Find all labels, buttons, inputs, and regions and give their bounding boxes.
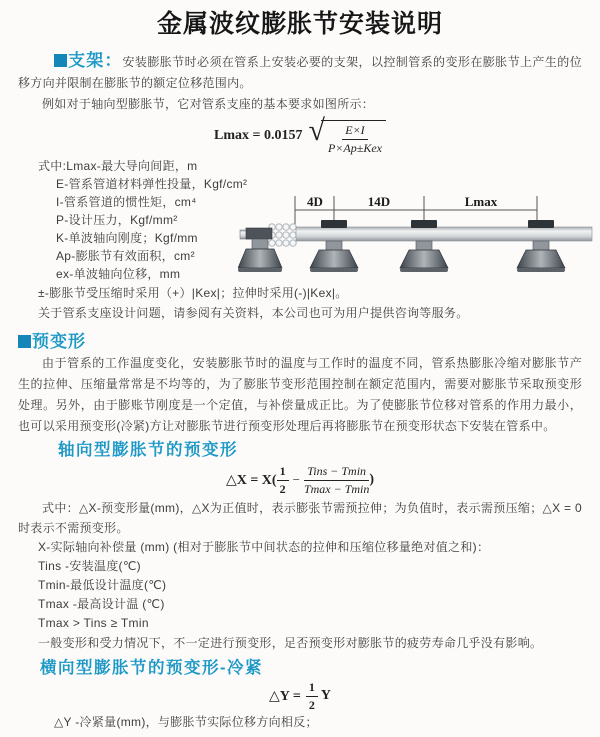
radicand-numerator: E×I	[342, 123, 367, 139]
lateral-formula	[18, 682, 582, 710]
axial-formula	[18, 464, 582, 496]
definition-line: 式中:Lmax-最大导向间距，m	[38, 159, 198, 173]
support-paragraph	[18, 50, 582, 94]
temperature-fraction: $\frac{\text{Tins − Tmin}}{Tmax - Tmin}$	[303, 464, 370, 496]
consult-note: 关于管系支座设计问题，请参阅有关资料，本公司也可为用户提供咨询等服务。	[38, 306, 469, 320]
lmax-formula	[18, 114, 582, 155]
definition-line: P-设计压力，Kgf/mm²	[56, 213, 178, 227]
definition-line: K-单波轴向刚度；Kgf/mm	[56, 231, 198, 245]
half-fraction: $\frac{1}{2}$	[277, 464, 289, 496]
predeform-paragraph: 由于管系的工作温度变化，安装膨胀节时的温度与工作时的温度不同，管系热膨胀冷缩对膨胀节产生的拉伸、压缩量常常是不均等的，为了膨胀节变形范围控制在额定范围内，需要对膨胀节采取预变形处理。另外，由于膨账节刚度是一个定值，与补偿量成正比。为了使膨胀节位移对管系的作用力最小，也可以采用预变形(冷紧)方让对膨胀节进行预变形处理后再将膨胀节在预变形状态下安装在管系中。	[18, 356, 582, 433]
blue-square-icon	[18, 335, 31, 348]
axial-formula-rhs: )	[369, 472, 375, 487]
support-heading-label: 支架：	[68, 51, 123, 70]
dim-label-4d: 4D	[307, 194, 323, 209]
axial-line: 一般变形和受力情况下，不一定进行预变形，足否预变形对膨胀节的疲劳寿命几乎没有影响。	[38, 636, 543, 650]
lateral-subheading: 横向型膨胀节的预变形-冷紧	[40, 659, 263, 677]
axial-formula-lhs: △X = X(	[225, 472, 277, 488]
lateral-formula-rhs: Y	[320, 688, 331, 703]
radicand	[321, 120, 386, 155]
pipe-support-diagram	[238, 190, 600, 292]
definition-line: Ap-膨胀节有效面积，cm²	[56, 249, 195, 263]
radicand-fraction	[328, 123, 382, 155]
page-title: 金属波纹膨胀节安装说明	[156, 10, 443, 38]
axial-subheading: 轴向型膨胀节的预变形	[58, 441, 238, 459]
plusminus-note: ±-膨胀节受压缩时采用（+）|Kex|；拉伸时采用(-)|Kex|。	[38, 286, 348, 300]
dim-label-14d: 14D	[367, 194, 391, 209]
definition-line: I-管系管道的惯性矩，cm⁴	[56, 195, 197, 209]
support-body-text: 安装膨胀节时必须在管系上安装必要的支架，以控制管系的变形在膨胀节上产生的位移方向并限制在膨胀节的额定位移范围内。	[18, 55, 583, 90]
pipe	[296, 227, 592, 241]
diagram-svg	[238, 190, 600, 292]
axial-lines	[18, 538, 582, 653]
support-example-line: 例如对于轴向型膨胀节，它对管系支座的基本要求如图所示：	[42, 97, 375, 111]
definition-line: E-管系管道材料弹性投量，Kgf/cm²	[56, 177, 248, 191]
dim-label-lmax: Lmax	[464, 194, 498, 209]
axial-line: Tmin-最低设计温度(℃)	[38, 578, 167, 592]
axial-line: Tmax > Tins ≥ Tmin	[38, 616, 149, 630]
lateral-note: △Y -冷紧量(mm)，与膨胀节实际位移方向相反；	[54, 715, 318, 729]
half-fraction: $\frac{1}{2}$	[306, 680, 318, 712]
predeform-heading-label: 预变形	[32, 332, 86, 351]
axial-line: Tmax -最高设计温 (℃)	[38, 597, 165, 611]
support-section-heading	[54, 51, 123, 70]
blue-square-icon	[54, 54, 67, 67]
definition-line: ex-单波轴向位移，mm	[56, 267, 181, 281]
bellows-coils-icon	[269, 224, 296, 246]
predeform-section-heading	[18, 330, 582, 353]
lateral-formula-lhs: △Y =	[269, 688, 301, 704]
axial-line: Tins -安装温度(℃)	[38, 559, 141, 573]
radicand-denominator: P×Ap±Kex	[327, 140, 382, 155]
axial-explain-paragraph: 式中：△X-预变形量(mm)，△X为正值时，表示膨张节需预拉伸；为负值时，表示需预压缩；△X = 0时表示不需预变形。	[18, 501, 582, 535]
sqrt-radical	[308, 114, 386, 155]
minus-operator: −	[292, 472, 300, 487]
lmax-formula-lhs: Lmax = 0.0157	[214, 128, 303, 143]
axial-line: X-实际轴向补偿量 (mm) (相对于膨胀节中间状态的拉伸和压缩位移量绝对值之和)：	[38, 540, 490, 554]
radical-sign-icon: √	[308, 114, 325, 148]
